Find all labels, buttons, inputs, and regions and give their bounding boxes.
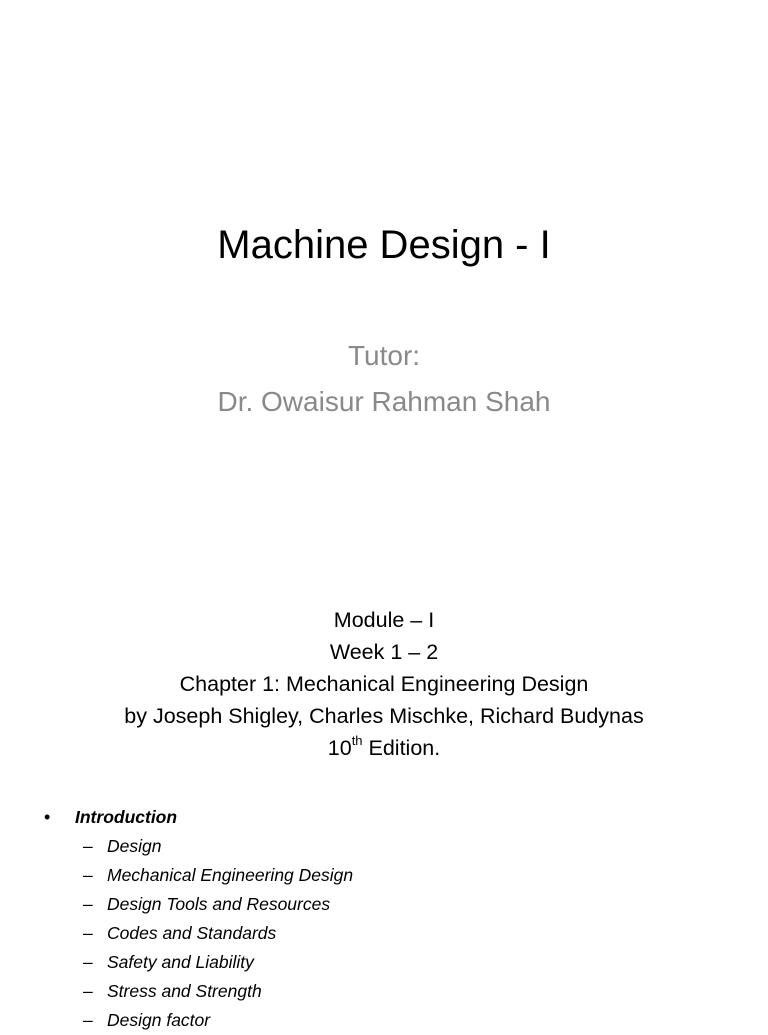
- dash-icon: –: [83, 952, 93, 972]
- list-item-label: Design factor: [107, 1010, 211, 1030]
- module-info: [0, 604, 768, 764]
- slide-title: Machine Design - I: [217, 223, 551, 267]
- module-line: Module – I: [333, 608, 435, 632]
- slide-subtitle: [0, 333, 768, 425]
- authors-line: by Joseph Shigley, Charles Mischke, Richard Budynas: [124, 704, 644, 728]
- list-item-label: Safety and Liability: [107, 952, 254, 972]
- tutor-name: Dr. Owaisur Rahman Shah: [217, 386, 551, 417]
- dash-icon: –: [83, 1010, 93, 1030]
- dash-icon: –: [83, 836, 93, 856]
- list-item-label: Codes and Standards: [107, 923, 277, 943]
- bullet-icon: •: [44, 807, 51, 827]
- dash-icon: –: [83, 981, 93, 1001]
- outline-heading: Introduction: [75, 807, 178, 827]
- list-item-label: Design Tools and Resources: [107, 894, 331, 914]
- week-line: Week 1 – 2: [329, 640, 439, 664]
- edition-line: [0, 732, 768, 764]
- list-item-label: Design: [107, 836, 162, 856]
- dash-icon: –: [83, 923, 93, 943]
- tutor-label: Tutor:: [347, 340, 421, 371]
- dash-icon: –: [83, 865, 93, 885]
- dash-icon: –: [83, 894, 93, 914]
- list-item-label: Mechanical Engineering Design: [107, 865, 354, 885]
- chapter-line: Chapter 1: Mechanical Engineering Design: [179, 672, 589, 696]
- edition-word: Edition.: [362, 736, 441, 760]
- edition-number: 10: [327, 736, 352, 760]
- list-item-label: Stress and Strength: [107, 981, 262, 1001]
- edition-suffix: th: [351, 733, 363, 748]
